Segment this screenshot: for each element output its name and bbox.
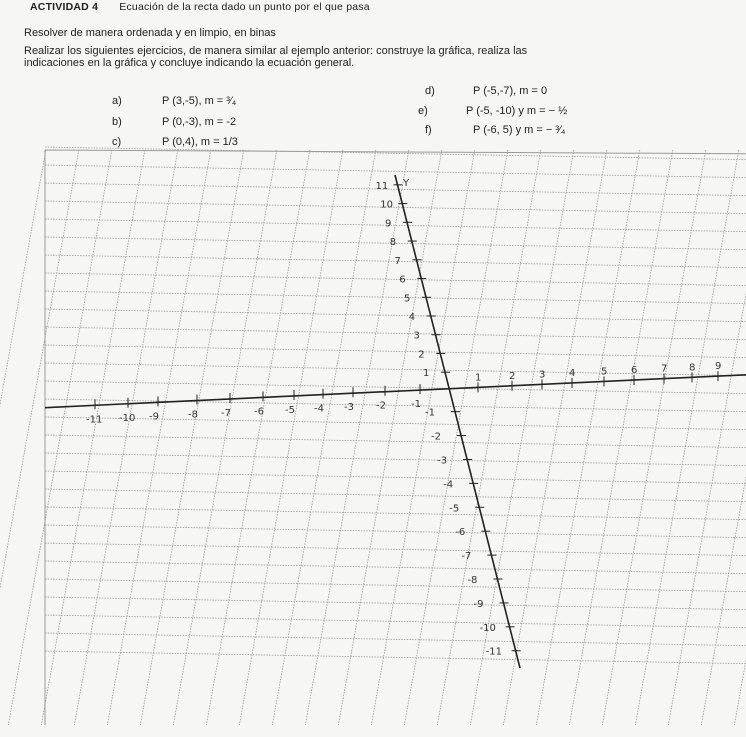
grid-horizontal-line bbox=[45, 489, 746, 502]
y-axis-label: Y bbox=[403, 178, 410, 189]
x-tick-label: 5 bbox=[601, 366, 608, 378]
x-tick-label: -7 bbox=[221, 407, 231, 419]
instruction-1: Resolver de manera ordenada y en limpio, en binas bbox=[24, 27, 276, 39]
x-tick-label: 7 bbox=[661, 363, 668, 375]
instruction-3: indicaciones en la gráfica y concluye indicando la ecuación general. bbox=[24, 57, 355, 69]
grid-horizontal-line bbox=[45, 435, 746, 448]
y-tick-label: 5 bbox=[404, 293, 411, 305]
x-tick-label: 3 bbox=[539, 369, 546, 381]
grid-vertical-line bbox=[41, 150, 145, 725]
y-tick-label: -10 bbox=[479, 622, 496, 634]
exercise-label: f) bbox=[425, 124, 432, 136]
y-tick-label: 9 bbox=[385, 218, 392, 230]
y-tick-label: -7 bbox=[461, 551, 472, 563]
y-tick-label: 7 bbox=[394, 255, 401, 267]
y-tick-label: 8 bbox=[389, 237, 397, 249]
y-tick-label: 2 bbox=[418, 349, 425, 361]
grid-vertical-line bbox=[503, 150, 607, 725]
instruction-2: Realizar los siguientes ejercicios, de manera similar al ejemplo anterior: construye la gráfica, realiza las bbox=[24, 45, 528, 57]
x-tick-label: -10 bbox=[119, 412, 136, 424]
tick-labels bbox=[86, 178, 721, 658]
y-tick-label: -2 bbox=[431, 431, 442, 443]
exercise-text: P (0,4), m = 1/3 bbox=[162, 136, 238, 148]
activity-title: Ecuación de la recta dado un punto por el que pasa bbox=[119, 1, 370, 13]
grid-horizontal-line bbox=[45, 561, 746, 574]
grid-vertical-line bbox=[8, 150, 112, 725]
grid-vertical-line bbox=[734, 150, 746, 725]
grid-horizontal-line bbox=[45, 525, 746, 538]
x-tick-label: -1 bbox=[411, 399, 421, 411]
grid-horizontal-line bbox=[45, 309, 746, 322]
x-tick-label: -5 bbox=[285, 404, 295, 416]
exercise-text: P (0,-3), m = -2 bbox=[162, 116, 237, 128]
grid-vertical-line bbox=[404, 150, 508, 725]
x-tick-label: -11 bbox=[86, 414, 103, 426]
x-tick-label: -8 bbox=[188, 409, 198, 421]
y-tick-label: 10 bbox=[380, 199, 393, 211]
y-tick-label: 11 bbox=[375, 180, 389, 192]
grid-vertical-line bbox=[668, 150, 746, 725]
grid-horizontal-line bbox=[45, 633, 746, 646]
y-tick-label: -5 bbox=[449, 503, 460, 515]
grid-vertical-line bbox=[0, 150, 46, 725]
grid-horizontal-line bbox=[45, 453, 746, 466]
y-tick-label: 3 bbox=[413, 330, 420, 342]
x-tick-label: -9 bbox=[149, 411, 159, 423]
exercise-label: c) bbox=[112, 136, 122, 148]
grid-vertical-line bbox=[602, 150, 706, 725]
grid-horizontal-line bbox=[45, 597, 746, 610]
grid-vertical-line bbox=[569, 150, 673, 725]
x-tick-label: -2 bbox=[376, 400, 386, 412]
exercise-text: P (3,-5), m = ³⁄₄ bbox=[162, 95, 237, 107]
x-tick-label: 2 bbox=[509, 370, 516, 382]
y-axis bbox=[395, 175, 520, 668]
grid-vertical-line bbox=[206, 150, 310, 725]
grid-horizontal-line bbox=[45, 543, 746, 556]
x-tick-label: 1 bbox=[475, 372, 482, 384]
activity-number: ACTIVIDAD 4 bbox=[30, 1, 99, 13]
exercise-text: P (-5,-7), m = 0 bbox=[473, 85, 548, 97]
y-tick-label: -4 bbox=[443, 479, 454, 491]
grid-horizontal-line bbox=[45, 615, 746, 628]
x-tick-label: 8 bbox=[689, 362, 696, 374]
y-tick-label: -6 bbox=[455, 527, 466, 539]
x-tick-label: -4 bbox=[314, 403, 324, 415]
grid-horizontal-line bbox=[45, 201, 746, 214]
grid-horizontal-line bbox=[45, 273, 746, 286]
grid-vertical-line bbox=[239, 150, 343, 725]
x-tick-label: 9 bbox=[715, 361, 722, 373]
grid-vertical-line bbox=[536, 150, 640, 725]
x-tick-label: 4 bbox=[569, 367, 576, 379]
y-tick-label: 6 bbox=[399, 274, 406, 286]
grid-vertical-line bbox=[437, 150, 541, 725]
grid-vertical-line bbox=[470, 150, 574, 725]
exercise-label: b) bbox=[112, 116, 122, 128]
y-tick-label: -11 bbox=[485, 646, 502, 658]
exercise-label: a) bbox=[112, 95, 122, 107]
exercise-label: e) bbox=[418, 105, 428, 117]
grid-vertical-line bbox=[371, 150, 478, 725]
y-tick-label: -3 bbox=[437, 455, 448, 467]
y-tick-label: 1 bbox=[423, 368, 430, 380]
x-tick-label: -6 bbox=[254, 406, 264, 418]
grid-lines bbox=[0, 147, 746, 725]
grid-vertical-line bbox=[272, 150, 376, 725]
exercise-label: d) bbox=[425, 85, 435, 97]
x-axis bbox=[45, 375, 746, 411]
y-tick-label: 4 bbox=[408, 311, 416, 323]
grid-horizontal-line bbox=[45, 471, 746, 484]
grid-vertical-line bbox=[0, 150, 79, 725]
y-tick-label: -9 bbox=[473, 598, 484, 610]
grid-vertical-line bbox=[107, 150, 211, 725]
grid-horizontal-line bbox=[45, 651, 746, 664]
x-tick-label: -3 bbox=[344, 402, 354, 414]
exercise-text: P (-6, 5) y m = − ³⁄₄ bbox=[473, 124, 566, 136]
grid-horizontal-line bbox=[45, 345, 746, 361]
y-tick-label: -1 bbox=[425, 407, 435, 419]
grid-horizontal-line bbox=[45, 363, 746, 376]
y-tick-label: -8 bbox=[467, 575, 478, 587]
exercise-text: P (-5, -10) y m = − ½ bbox=[466, 105, 568, 117]
x-tick-label: 6 bbox=[631, 365, 638, 377]
grid-vertical-line bbox=[635, 150, 739, 725]
